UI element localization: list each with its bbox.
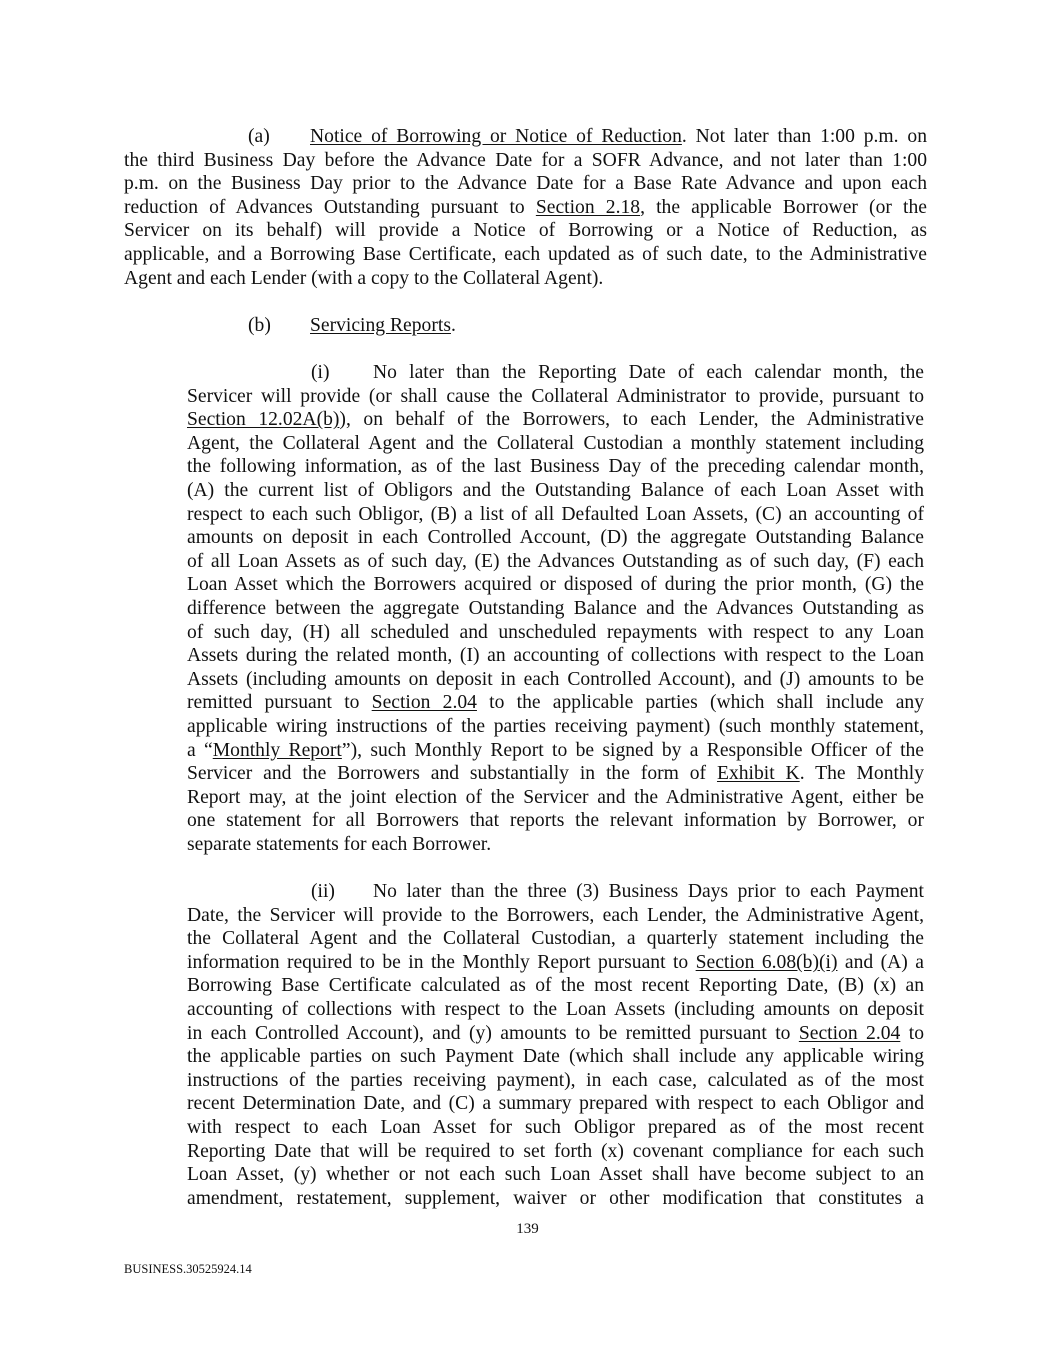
text-line	[187, 385, 924, 409]
text-line	[187, 1116, 924, 1140]
text-line	[187, 833, 924, 857]
text-segment: , the applicable Borrower (or the	[640, 196, 927, 218]
text-line	[187, 479, 924, 503]
text-segment: Assets (including amounts on deposit in each Controlled Account), and (J) amounts to be	[187, 668, 924, 690]
text-segment: . Not later than 1:00 p.m. on	[681, 126, 928, 147]
text-segment: recent Determination Date, and (C) a summary prepared with respect to each Obligor and	[187, 1093, 924, 1115]
cross-reference-link[interactable]: Section 6.08(b)(i)	[695, 951, 838, 973]
text-line	[187, 668, 924, 692]
text-segment: remitted pursuant to	[187, 692, 372, 714]
section-b-marker: (b)	[248, 315, 271, 336]
text-segment: Borrowing Base Certificate calculated as of the most recent Reporting Date, (B) (x) an	[187, 975, 924, 997]
text-segment: . The Monthly	[799, 763, 924, 785]
text-segment: of such day, (H) all scheduled and unscheduled repayments with respect to any Loan	[187, 621, 924, 643]
text-line	[187, 904, 924, 928]
text-segment: with respect to each Loan Asset for such Obligor prepared as of the most recent	[187, 1116, 924, 1138]
text-segment: Agent, the Collateral Agent and the Collateral Custodian a monthly statement including	[187, 432, 924, 454]
text-segment: difference between the aggregate Outstanding Balance and the Advances Outstanding as	[187, 597, 924, 619]
text-segment: applicable, and a Borrowing Base Certificate, each updated as of such date, to the Administrative	[124, 243, 927, 265]
clause-marker: (i)	[311, 362, 330, 383]
cross-reference-link[interactable]: Section 2.04	[371, 692, 477, 714]
text-segment: instructions of the parties receiving payment), in each case, calculated as of the most	[187, 1069, 924, 1091]
text-line	[187, 715, 924, 739]
text-line	[124, 125, 927, 149]
section-b-title-suffix: .	[450, 315, 456, 336]
text-line	[124, 172, 927, 196]
text-segment: Servicer and the Borrowers and substantially in the form of	[187, 763, 717, 785]
subsection-ii-quarterly-statement	[187, 880, 924, 1210]
text-line	[187, 621, 924, 645]
text-segment: ), on behalf of the Borrowers, to each Lender, the Administrative	[339, 409, 924, 431]
cross-reference-link[interactable]: Notice of Borrowing or Notice of Reduction	[310, 126, 682, 147]
text-line	[187, 361, 924, 385]
text-segment: p.m. on the Business Day prior to the Advance Date for a Base Rate Advance and upon each	[124, 173, 927, 195]
clause-marker: (ii)	[311, 881, 335, 902]
text-segment: Loan Asset which the Borrowers acquired or disposed of during the prior month, (G) the	[187, 574, 924, 596]
text-line	[187, 691, 924, 715]
text-segment: a “	[187, 739, 213, 761]
text-line	[124, 267, 927, 291]
text-segment: respect to each such Obligor, (B) a list of all Defaulted Loan Assets, (C) an accounting of	[187, 503, 924, 525]
text-segment: Servicer will provide (or shall cause the Collateral Administrator to provide, pursuant to	[187, 385, 924, 407]
text-line	[187, 408, 924, 432]
text-segment: amendment, restatement, supplement, waiver or other modification that constitutes a	[187, 1187, 924, 1209]
text-segment: the following information, as of the last Business Day of the preceding calendar month,	[187, 456, 924, 478]
text-line	[187, 503, 924, 527]
text-segment: Reporting Date that will be required to set forth (x) covenant compliance for each such	[187, 1140, 924, 1162]
text-segment: Date, the Servicer will provide to the Borrowers, each Lender, the Administrative Agent,	[187, 904, 924, 926]
text-segment: No later than the three (3) Business Days prior to each Payment	[373, 881, 924, 902]
text-line	[187, 1163, 924, 1187]
text-line	[187, 526, 924, 550]
cross-reference-link[interactable]: Monthly Report	[212, 739, 342, 761]
text-segment: one statement for all Borrowers that reports the relevant information by Borrower, or	[187, 810, 924, 832]
text-segment: the third Business Day before the Advance Date for a SOFR Advance, and not later than 1:00	[124, 149, 927, 171]
text-line	[187, 880, 924, 904]
text-segment: amounts on deposit in each Controlled Account, (D) the aggregate Outstanding Balance	[187, 527, 924, 549]
text-line	[187, 1022, 924, 1046]
text-line	[124, 243, 927, 267]
text-line	[124, 149, 927, 173]
text-segment: to	[900, 1022, 924, 1044]
cross-reference-link[interactable]: Section 2.18	[535, 196, 641, 218]
text-segment: Report may, at the joint election of the Servicer and the Administrative Agent, either be	[187, 786, 924, 808]
text-segment: and (A) a	[837, 951, 924, 973]
text-segment: the applicable parties on such Payment Date (which shall include any applicable wiring	[187, 1046, 924, 1068]
text-segment: to the applicable parties (which shall include any	[476, 692, 924, 714]
text-segment: separate statements for each Borrower.	[187, 833, 492, 855]
section-b-heading	[124, 314, 927, 338]
subsection-i-monthly-report	[187, 361, 924, 856]
text-line	[187, 974, 924, 998]
text-line	[187, 809, 924, 833]
text-segment: in each Controlled Account), and (y) amounts to be remitted pursuant to	[187, 1022, 799, 1044]
text-line	[187, 644, 924, 668]
text-segment: No later than the Reporting Date of each calendar month, the	[373, 362, 924, 383]
text-line	[187, 455, 924, 479]
cross-reference-link[interactable]: Exhibit K	[716, 763, 800, 785]
text-line	[187, 951, 924, 975]
text-line	[187, 1069, 924, 1093]
text-segment: accounting of collections with respect to the Loan Assets (including amounts on deposit	[187, 998, 924, 1020]
text-segment: of all Loan Assets as of such day, (E) the Advances Outstanding as of such day, (F) each	[187, 550, 924, 572]
text-line	[187, 1140, 924, 1164]
text-line	[124, 196, 927, 220]
text-segment: (A) the current list of Obligors and the Outstanding Balance of each Loan Asset with	[187, 479, 924, 501]
document-id-footer: BUSINESS.30525924.14	[124, 1262, 252, 1276]
section-a-notice-of-borrowing	[124, 125, 927, 290]
page-number: 139	[516, 1221, 539, 1237]
text-segment: information required to be in the Monthly Report pursuant to	[187, 951, 696, 973]
text-line	[187, 739, 924, 763]
text-line	[187, 998, 924, 1022]
text-line	[187, 1045, 924, 1069]
text-segment: the Collateral Agent and the Collateral Custodian, a quarterly statement including the	[187, 928, 924, 950]
text-line	[187, 1187, 924, 1211]
text-line	[187, 432, 924, 456]
text-line	[187, 597, 924, 621]
text-line	[187, 550, 924, 574]
clause-marker: (a)	[248, 126, 270, 147]
text-line	[187, 573, 924, 597]
text-segment: Agent and each Lender (with a copy to the Collateral Agent).	[124, 267, 604, 289]
cross-reference-link[interactable]: Section 2.04	[798, 1022, 901, 1044]
text-segment: Servicer on its behalf) will provide a Notice of Borrowing or a Notice of Reduction, as	[124, 220, 927, 242]
text-line	[187, 762, 924, 786]
text-line	[187, 786, 924, 810]
text-segment: reduction of Advances Outstanding pursuant to	[124, 196, 536, 218]
cross-reference-link[interactable]: Section 12.02A(b)	[187, 409, 340, 431]
text-line	[187, 927, 924, 951]
text-line	[187, 1092, 924, 1116]
text-segment: applicable wiring instructions of the parties receiving payment) (such monthly statement,	[187, 715, 924, 737]
text-segment: ”), such Monthly Report to be signed by a Responsible Officer of the	[341, 739, 925, 761]
text-segment: Assets during the related month, (I) an accounting of collections with respect to the Loan	[187, 645, 924, 667]
section-b-title-link[interactable]: Servicing Reports	[310, 315, 451, 336]
text-segment: Loan Asset, (y) whether or not each such Loan Asset shall have become subject to an	[187, 1164, 924, 1186]
text-line	[124, 219, 927, 243]
